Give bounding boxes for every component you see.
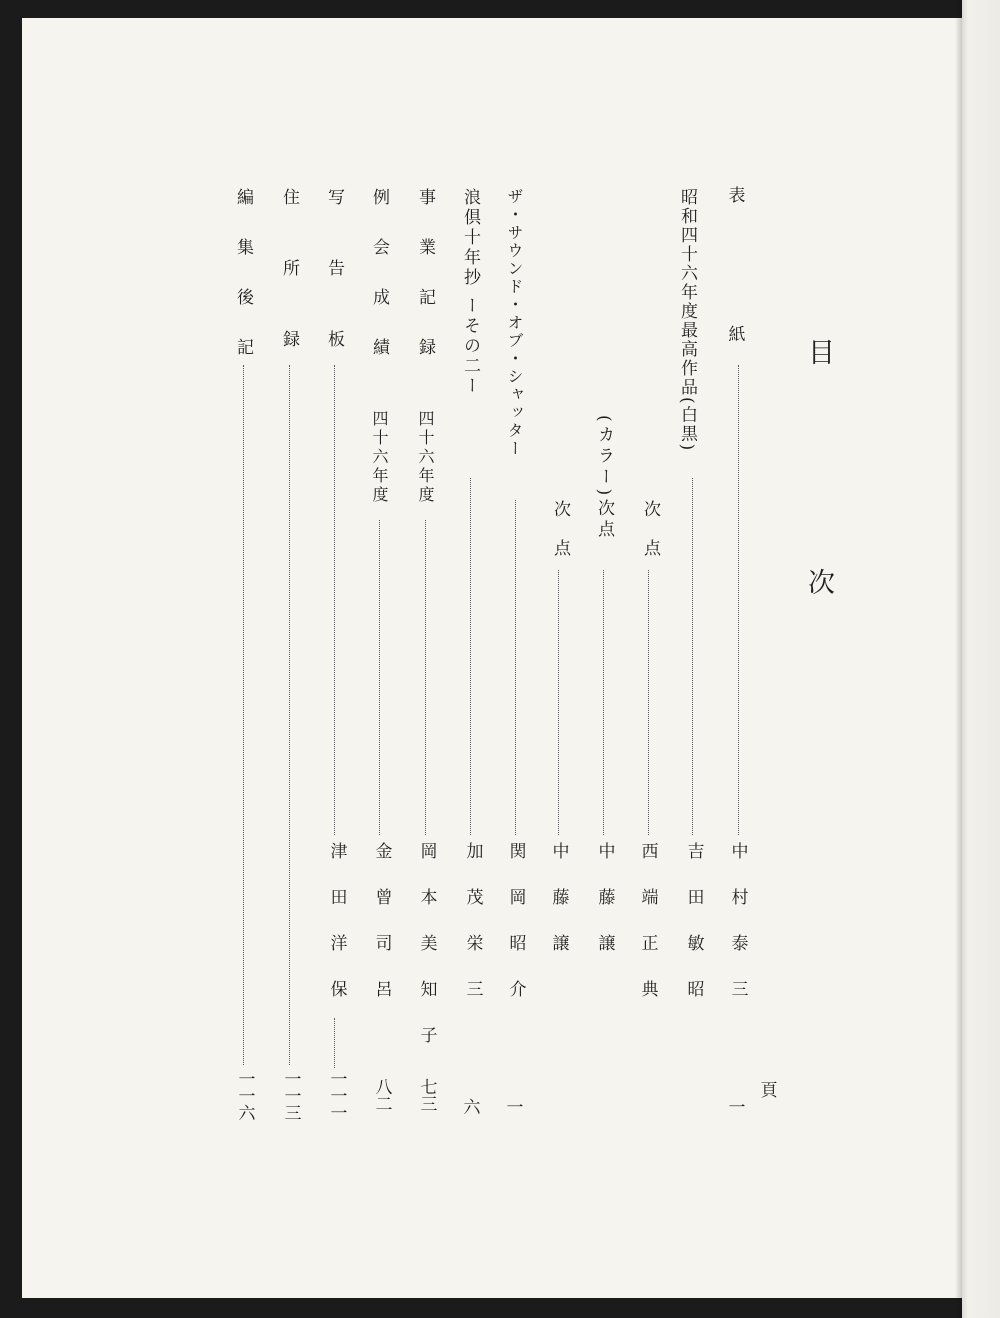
toc-entry-title: ザ・サウンド・オブ・シャッター bbox=[505, 188, 524, 458]
leader-dots bbox=[470, 478, 471, 835]
toc-entry-title: 浪倶十年抄 ーその二ー bbox=[460, 188, 480, 397]
toc-entry-page: 七三 bbox=[416, 1078, 437, 1112]
toc-entry-author: 吉田敏昭 bbox=[683, 842, 704, 1026]
toc-entry-title: 昭和四十六年度最高作品(白黒) bbox=[677, 188, 697, 453]
toc-entry-title: 表 紙 bbox=[728, 186, 746, 345]
toc-title-first-char: 目 bbox=[808, 338, 835, 369]
leader-dots bbox=[289, 365, 290, 1065]
leader-dots bbox=[515, 500, 516, 835]
leader-dots bbox=[334, 1018, 335, 1068]
toc-entry-title: 住所録 bbox=[279, 188, 299, 401]
leader-dots bbox=[603, 570, 604, 835]
toc-entry-page: 一一一 bbox=[326, 1070, 347, 1121]
leader-dots bbox=[648, 570, 649, 835]
toc-entry-author: 加茂栄三 bbox=[462, 842, 483, 1026]
toc-entry-author: 関岡昭介 bbox=[505, 842, 526, 1026]
leader-dots bbox=[334, 365, 335, 835]
toc-entry-author: 金曾司呂 bbox=[371, 842, 392, 1026]
toc-entry-author: 中藤譲 bbox=[594, 842, 615, 980]
toc-title-second-char: 次 bbox=[808, 568, 835, 599]
toc-entry-author: 岡本美知子 bbox=[416, 842, 437, 1072]
document-page bbox=[22, 18, 970, 1298]
toc-entry-title: 事業記録 bbox=[415, 188, 435, 388]
leader-dots bbox=[692, 478, 693, 835]
toc-entry-subtitle: 四十六年度 bbox=[370, 410, 389, 505]
leader-dots bbox=[379, 520, 380, 835]
toc-entry-subtitle: 四十六年度 bbox=[416, 410, 435, 505]
toc-entry-page: 一 bbox=[506, 1098, 524, 1118]
page-column-header: 頁 bbox=[760, 1081, 778, 1101]
toc-entry-title: (カラー)次点 bbox=[594, 415, 614, 542]
leader-dots bbox=[558, 570, 559, 835]
toc-entry-title: 例会成績 bbox=[369, 188, 389, 388]
leader-dots bbox=[243, 365, 244, 1065]
toc-entry-page: 一 bbox=[728, 1098, 746, 1118]
next-page-edge bbox=[962, 0, 1000, 1318]
toc-entry-title: 次点 bbox=[550, 500, 570, 578]
toc-entry-author: 西端正典 bbox=[637, 842, 658, 1026]
leader-dots bbox=[425, 520, 426, 835]
toc-entry-page: 一一六 bbox=[234, 1070, 255, 1121]
toc-entry-author: 中村泰三 bbox=[727, 842, 748, 1026]
toc-entry-author: 津田洋保 bbox=[326, 842, 347, 1026]
toc-entry-title: 編集後記 bbox=[233, 188, 253, 388]
leader-dots bbox=[738, 365, 739, 835]
toc-entry-title: 写告板 bbox=[324, 188, 344, 401]
toc-entry-page: 六 bbox=[463, 1098, 481, 1118]
toc-entry-title: 次点 bbox=[640, 500, 660, 578]
toc-entry-page: 八二 bbox=[371, 1078, 392, 1112]
toc-entry-author: 中藤譲 bbox=[548, 842, 569, 980]
toc-entry-page: 一一三 bbox=[280, 1070, 301, 1121]
